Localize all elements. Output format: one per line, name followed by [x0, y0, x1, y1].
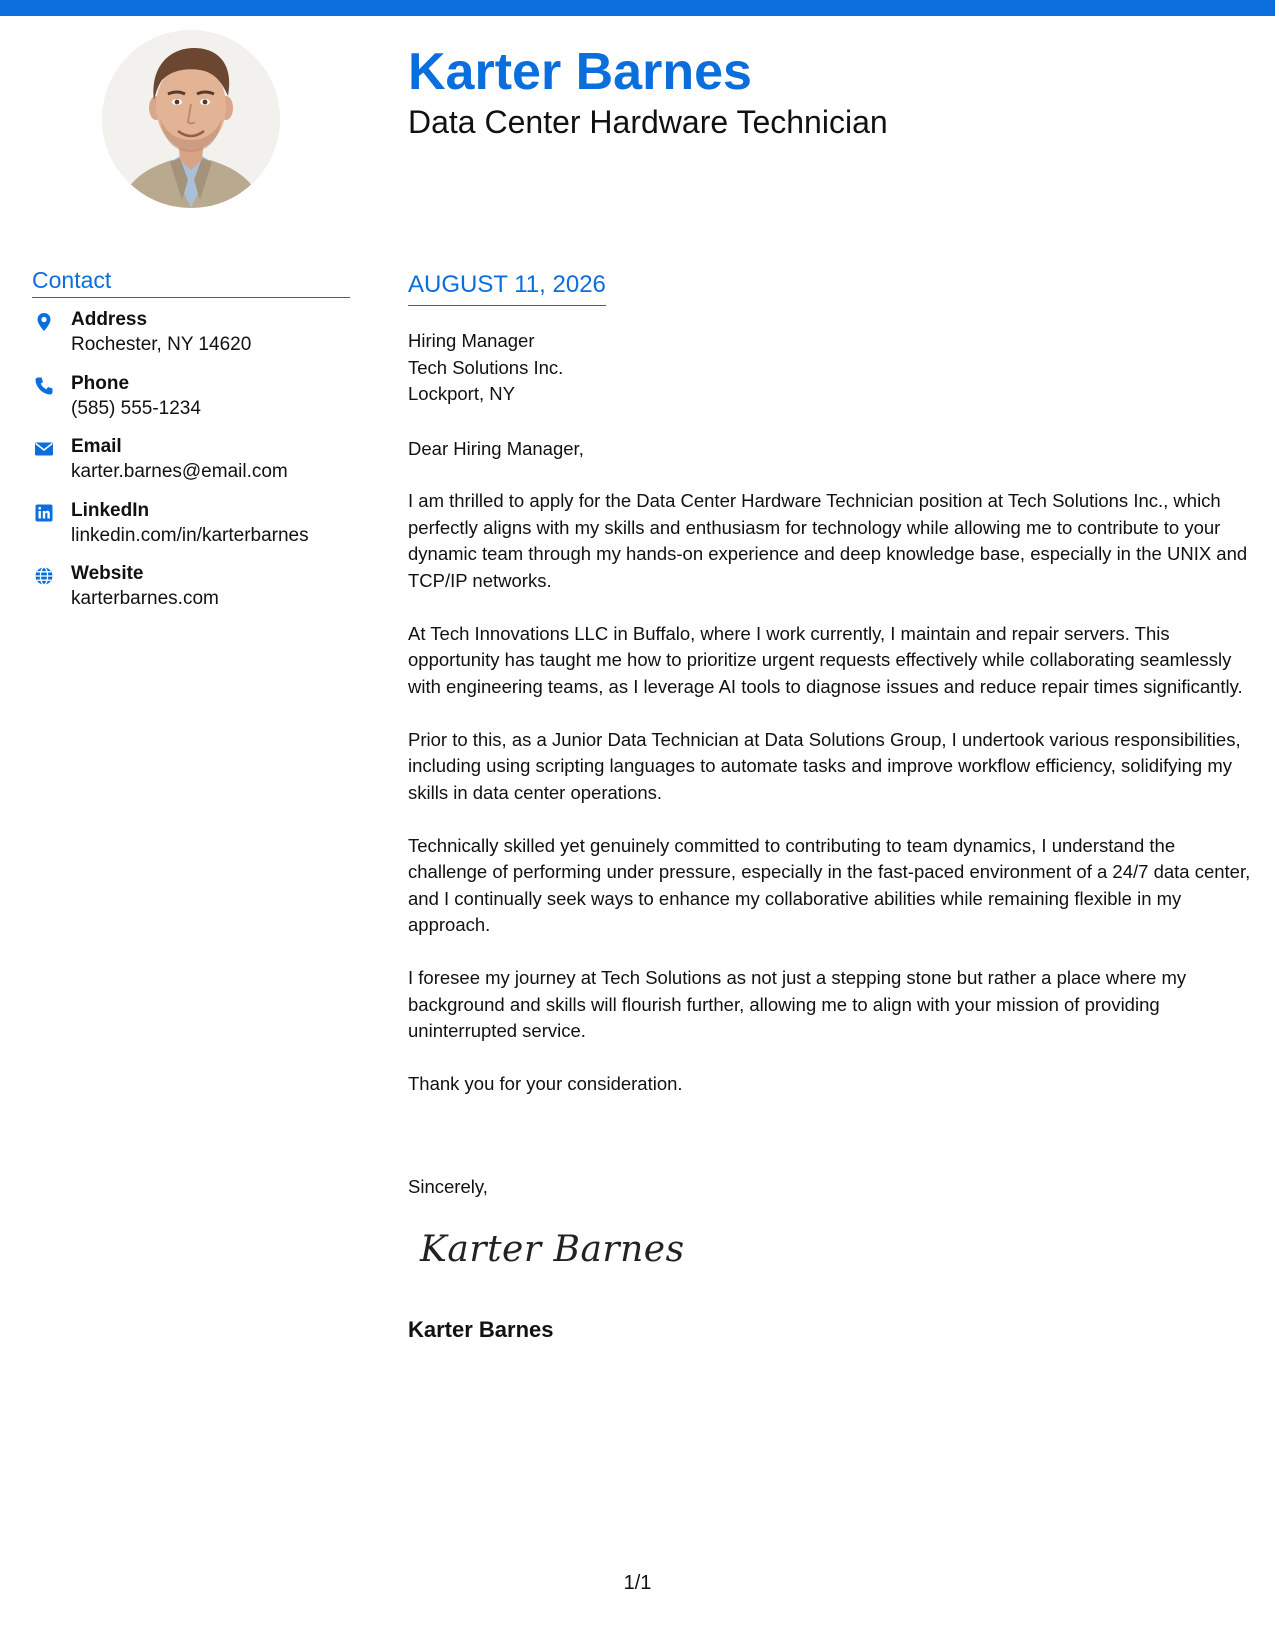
contact-item-website	[32, 562, 362, 626]
body-paragraph: Thank you for your consideration.	[408, 1073, 683, 1094]
letter-body	[408, 488, 1253, 1124]
profile-photo	[102, 30, 280, 208]
letter-date-wrap	[408, 270, 606, 306]
body-paragraph: At Tech Innovations LLC in Buffalo, where I work currently, I maintain and repair servers. This opportunity has taught me how to prioritize urgent requests effectively while collaborating seamlessly with engineering teams, as I leverage AI tools to diagnose issues and reduce repair times significantly.	[408, 622, 1243, 697]
recipient-line: Tech Solutions Inc.	[408, 356, 564, 378]
signer-name: Karter Barnes	[408, 1317, 554, 1342]
email-icon	[34, 439, 54, 459]
contact-label: Website	[71, 563, 144, 584]
body-paragraph: Technically skilled yet genuinely committed to contributing to team dynamics, I understand the challenge of performing under pressure, especially in the fast-paced environment of a 24/7 data center, and I continually seek ways to enhance my collaborative abilities while remaining flexible in my approach.	[408, 834, 1251, 935]
contact-item-phone	[32, 372, 362, 436]
phone-icon	[34, 376, 54, 396]
contact-label: Email	[71, 436, 122, 457]
contact-label: Phone	[71, 372, 130, 394]
email-value[interactable]: karter.barnes@email.com	[71, 461, 288, 482]
page-number: 1/1	[623, 1572, 652, 1594]
contact-label: Address	[71, 309, 148, 330]
job-title: Data Center Hardware Technician	[408, 104, 888, 140]
closing: Sincerely,	[408, 1176, 488, 1197]
phone-value[interactable]: (585) 555-1234	[71, 397, 201, 419]
recipient-line: Hiring Manager	[408, 330, 535, 351]
body-paragraph: I foresee my journey at Tech Solutions as not just a stepping stone but rather a place where my background and skills will flourish further, allowing me to align with your mission of providing uninterrupted service.	[408, 967, 1187, 1041]
letter-date: AUGUST 11, 2026	[408, 270, 606, 306]
candidate-name: Karter Barnes	[408, 43, 752, 101]
body-paragraph: I am thrilled to apply for the Data Center Hardware Technician position at Tech Solutions Inc., which perfectly aligns with my skills and enthusiasm for technology while allowing me to contribute to your dynamic team through my hands-on experience and deep knowledge base, especially in the UNIX and TCP/IP networks.	[408, 490, 1248, 591]
globe-icon	[34, 566, 54, 586]
contact-item-address	[32, 308, 362, 372]
handwritten-signature: Karter Barnes	[420, 1229, 685, 1270]
linkedin-value[interactable]: linkedin.com/in/karterbarnes	[71, 524, 309, 546]
contact-item-linkedin	[32, 499, 362, 563]
contact-section-heading: Contact	[32, 266, 350, 298]
recipient-block	[408, 328, 563, 408]
linkedin-icon	[34, 503, 54, 523]
website-value[interactable]: karterbarnes.com	[71, 588, 219, 609]
contact-label: LinkedIn	[71, 499, 150, 521]
contact-list	[32, 308, 362, 626]
body-paragraph: Prior to this, as a Junior Data Technician at Data Solutions Group, I undertook various responsibilities, including using scripting languages to automate tasks and improve workflow efficiency, solidifying my skills in data center operations.	[408, 728, 1241, 803]
recipient-line: Lockport, NY	[408, 383, 515, 404]
location-pin-icon	[34, 312, 54, 332]
address-value: Rochester, NY 14620	[71, 334, 252, 355]
contact-item-email	[32, 435, 362, 499]
salutation: Dear Hiring Manager,	[408, 438, 584, 459]
top-accent-bar	[0, 0, 1275, 16]
